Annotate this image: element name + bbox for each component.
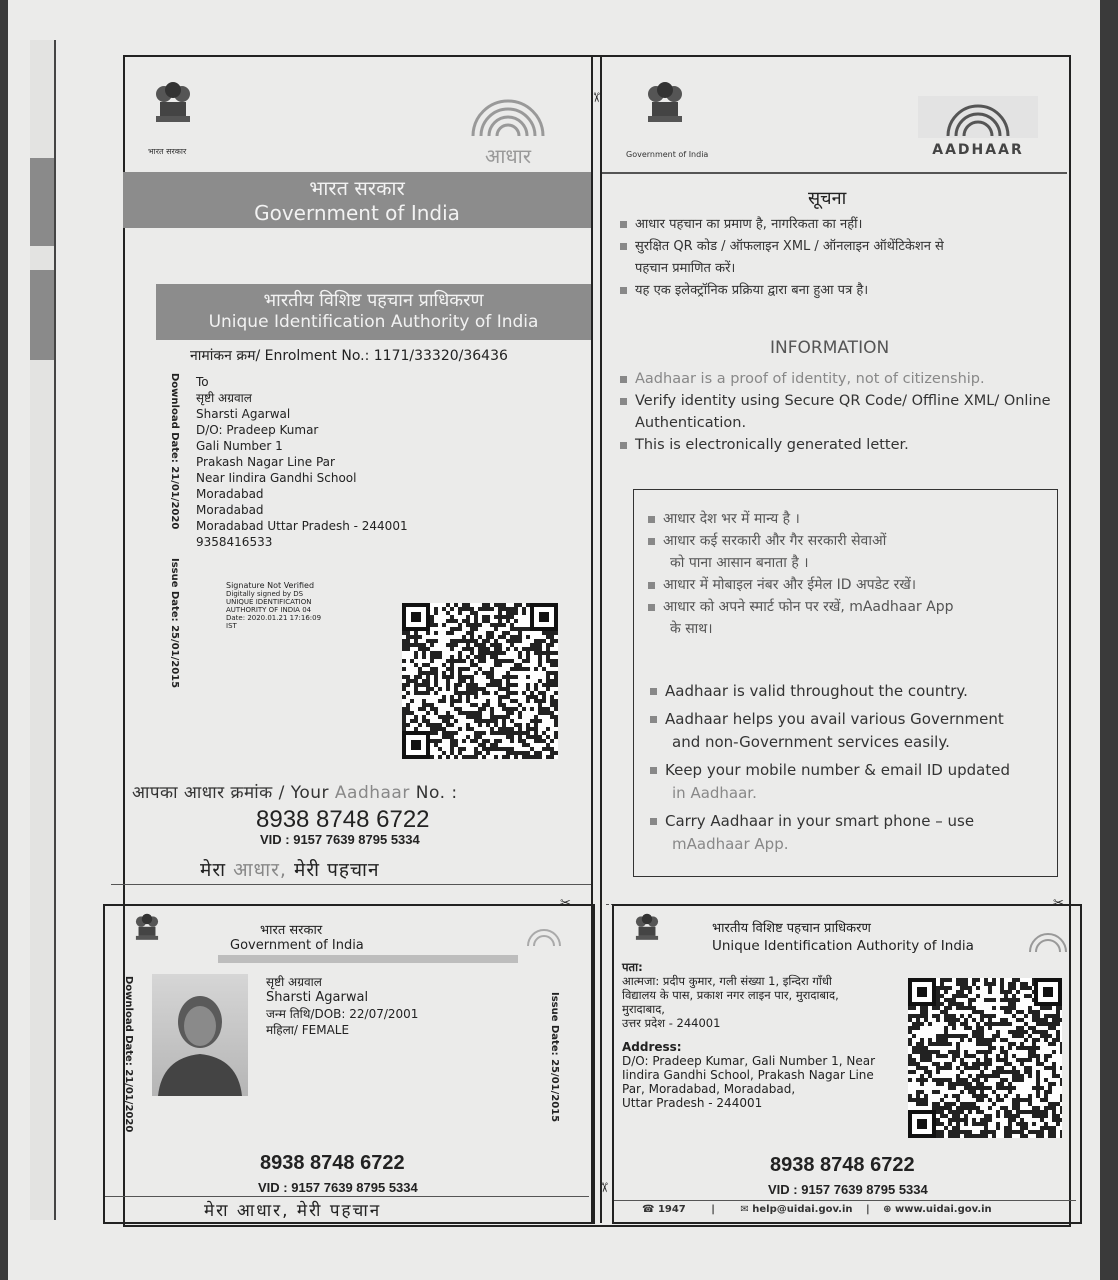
gov-title-en: Government of India xyxy=(254,201,460,225)
person-photo-icon xyxy=(152,974,248,1096)
website: www.uidai.gov.in xyxy=(895,1204,992,1215)
vid-number: VID : 9157 7639 8795 5334 xyxy=(260,832,420,847)
emblem-icon xyxy=(642,80,688,140)
address-en-block xyxy=(622,1040,875,1110)
aadhaar-logo-text: AADHAAR xyxy=(932,142,1024,158)
signature-status: Signature Not Verified xyxy=(226,581,315,590)
box-item: आधार में मोबाइल नंबर और ईमेल ID अपडेट रखें। xyxy=(648,574,953,596)
tagline-part: आधार, xyxy=(226,859,287,881)
info-item: Verify identity using Secure QR Code/ Offline XML/ Online xyxy=(620,390,1051,412)
address-line: Prakash Nagar Line Par xyxy=(196,455,335,469)
notice-item: आधार पहचान का प्रमाण है, नागरिकता का नहीं। xyxy=(620,214,944,236)
card-tagline: मेरा आधार, मेरी पहचान xyxy=(204,1201,382,1221)
address-en-line: D/O: Pradeep Kumar, Gali Number 1, Near xyxy=(622,1054,876,1068)
box-item: के साथ। xyxy=(670,621,713,637)
address-line: D/O: Pradeep Kumar xyxy=(196,423,319,437)
card-vid: VID : 9157 7639 8795 5334 xyxy=(258,1180,418,1195)
web-icon: ⊕ xyxy=(883,1204,896,1215)
scissors-icon: ✂ xyxy=(560,896,571,911)
label-aadhaar: Aadhaar xyxy=(334,783,410,803)
notice-list xyxy=(620,214,944,302)
box-item: mAadhaar App. xyxy=(672,835,789,853)
qr-code xyxy=(908,978,1062,1138)
card-dob: जन्म तिथि/DOB: 22/07/2001 xyxy=(266,1007,419,1021)
card-band xyxy=(218,955,518,963)
emblem-icon xyxy=(150,80,196,140)
gov-title-hi: भारत सरकार xyxy=(309,176,405,200)
gov-band xyxy=(123,172,591,228)
box-item: Keep your mobile number & email ID updated xyxy=(650,759,1010,782)
paper-sheet xyxy=(8,0,1100,1280)
phone-icon: ☎ xyxy=(642,1204,658,1215)
address-hi-line: आत्मजा: प्रदीप कुमार, गली संख्या 1, इन्दिरा गाँधी xyxy=(622,974,832,988)
card-back-aadhaar-number: 8938 8748 6722 xyxy=(770,1154,915,1176)
fingerprint-icon xyxy=(918,96,1038,138)
address-line: 9358416533 xyxy=(196,535,273,549)
download-date: Download Date: 21/01/2020 xyxy=(169,373,180,530)
address-hi-line: विद्यालय के पास, प्रकाश नगर लाइन पार, मुरादाबाद, xyxy=(622,988,839,1002)
your-aadhaar-label xyxy=(132,780,458,803)
address-line: Moradabad xyxy=(196,503,264,517)
section-rule xyxy=(111,884,591,885)
address-hi-block xyxy=(622,960,839,1030)
card-gov-title-hi: भारत सरकार xyxy=(260,923,323,938)
address-line: To xyxy=(196,375,209,389)
emblem-caption: भारत सरकार xyxy=(148,147,187,156)
helpline: 1947 xyxy=(657,1204,686,1215)
notice-item: सुरक्षित QR कोड / ऑफलाइन XML / ऑनलाइन ऑथेंटिकेशन से xyxy=(620,236,944,258)
fingerprint-icon xyxy=(463,92,553,138)
box-english-list xyxy=(650,680,1010,856)
address-line: Moradabad xyxy=(196,487,264,501)
aadhaar-logo xyxy=(463,92,553,168)
signature-line: IST xyxy=(226,622,237,630)
email-icon: ✉ xyxy=(740,1204,753,1215)
aadhaar-logo-text: आधार xyxy=(484,144,532,168)
address-line: Near Iindira Gandhi School xyxy=(196,471,357,485)
card-download-date: Download Date: 21/01/2020 xyxy=(123,976,134,1133)
tagline xyxy=(200,856,379,882)
email: help@uidai.gov.in xyxy=(752,1204,853,1215)
emblem-caption-en: Government of India xyxy=(626,150,709,159)
fingerprint-icon xyxy=(1024,924,1072,954)
address-line: Sharsti Agarwal xyxy=(196,407,291,421)
notice-item: यह एक इलेक्ट्रॉनिक प्रक्रिया द्वारा बना हुआ पत्र है। xyxy=(620,280,944,302)
box-item: Aadhaar is valid throughout the country. xyxy=(650,680,1010,703)
qr-code xyxy=(402,603,558,759)
box-item: and non-Government services easily. xyxy=(672,733,950,751)
scissors-icon: ✂ xyxy=(595,1182,611,1193)
box-item: Carry Aadhaar in your smart phone – use xyxy=(650,810,1010,833)
info-item: Aadhaar is a proof of identity, not of citizenship. xyxy=(620,368,1051,390)
tagline-part: मेरी पहचान xyxy=(286,859,380,881)
uid-title-hi: भारतीय विशिष्ट पहचान प्राधिकरण xyxy=(263,290,484,311)
issue-date: Issue Date: 25/01/2015 xyxy=(169,558,180,689)
label-end: No. : xyxy=(409,783,458,803)
card-uid-hi: भारतीय विशिष्ट पहचान प्राधिकरण xyxy=(712,921,871,936)
box-hindi-list xyxy=(648,508,953,640)
card-uid-en: Unique Identification Authority of India xyxy=(712,938,974,954)
info-list xyxy=(620,368,1051,456)
address-hi-line: उत्तर प्रदेश - 244001 xyxy=(622,1016,721,1030)
card-name-en: Sharsti Agarwal xyxy=(266,990,369,1005)
address-line: Gali Number 1 xyxy=(196,439,283,453)
recipient-address xyxy=(196,374,408,550)
box-item: Aadhaar helps you avail various Government xyxy=(650,708,1010,731)
fingerprint-icon xyxy=(524,918,564,948)
emblem-icon xyxy=(132,912,162,952)
address-hi-line: मुरादाबाद, xyxy=(622,1002,665,1016)
notice-title: सूचना xyxy=(808,188,847,209)
info-item: This is electronically generated letter. xyxy=(620,434,1051,456)
notice-item: पहचान प्रमाणित करें। xyxy=(635,261,736,276)
label-hi: आपका आधार क्रमांक xyxy=(132,783,273,803)
photo xyxy=(152,974,248,1096)
signature-block xyxy=(226,582,321,630)
tagline-part: मेरा xyxy=(200,859,227,881)
uid-band xyxy=(156,284,591,340)
scissors-icon: ✂ xyxy=(587,92,603,103)
box-item: आधार को अपने स्मार्ट फोन पर रखें, mAadhaar App xyxy=(648,596,953,618)
card-details xyxy=(266,974,418,1038)
aadhaar-logo-en xyxy=(918,96,1038,158)
card-issue-date: Issue Date: 25/01/2015 xyxy=(549,992,560,1123)
address-line: सृष्टी अग्रवाल xyxy=(196,391,252,405)
address-en-line: Par, Moradabad, Moradabad, xyxy=(622,1082,796,1096)
card-gender: महिला/ FEMALE xyxy=(266,1023,350,1037)
emblem-icon xyxy=(632,912,662,952)
header-rule xyxy=(602,172,1067,174)
card-aadhaar-number: 8938 8748 6722 xyxy=(260,1152,405,1174)
paper-edge xyxy=(30,40,56,1220)
box-item: आधार देश भर में मान्य है । xyxy=(648,508,953,530)
address-en-line: Uttar Pradesh - 244001 xyxy=(622,1096,763,1110)
box-item: को पाना आसान बनाता है । xyxy=(670,555,809,571)
label-sep: / Your xyxy=(272,783,335,803)
aadhaar-number: 8938 8748 6722 xyxy=(256,806,430,833)
center-divider-2 xyxy=(600,57,602,1223)
signature-line: Digitally signed by DS xyxy=(226,590,304,598)
enrolment-number: नामांकन क्रम/ Enrolment No.: 1171/33320/36436 xyxy=(190,348,508,364)
box-item: आधार कई सरकारी और गैर सरकारी सेवाओं xyxy=(648,530,953,552)
signature-line: Date: 2020.01.21 17:16:09 xyxy=(226,614,322,622)
card-gov-title-en: Government of India xyxy=(230,938,364,953)
address-line: Moradabad Uttar Pradesh - 244001 xyxy=(196,519,408,533)
info-item: Authentication. xyxy=(635,415,747,431)
card-back-vid: VID : 9157 7639 8795 5334 xyxy=(768,1182,928,1197)
footer-contacts: ☎ 1947 | ✉ help@uidai.gov.in | ⊕ www.uidai.gov.in xyxy=(642,1204,992,1215)
info-title: INFORMATION xyxy=(770,338,890,358)
address-hi-label: पता: xyxy=(622,960,643,974)
card-back-footer-rule xyxy=(614,1200,1076,1201)
address-en-line: Iindira Gandhi School, Prakash Nagar Line xyxy=(622,1068,874,1082)
uid-title-en: Unique Identification Authority of India xyxy=(208,312,539,332)
card-name-hi: सृष्टी अग्रवाल xyxy=(266,975,322,989)
card-tagline-rule xyxy=(105,1196,589,1197)
address-en-label: Address: xyxy=(622,1040,682,1054)
signature-line: UNIQUE IDENTIFICATION xyxy=(226,598,312,606)
box-item: in Aadhaar. xyxy=(672,784,757,802)
scissors-icon: ✂ xyxy=(1053,896,1064,911)
signature-line: AUTHORITY OF INDIA 04 xyxy=(226,606,312,614)
